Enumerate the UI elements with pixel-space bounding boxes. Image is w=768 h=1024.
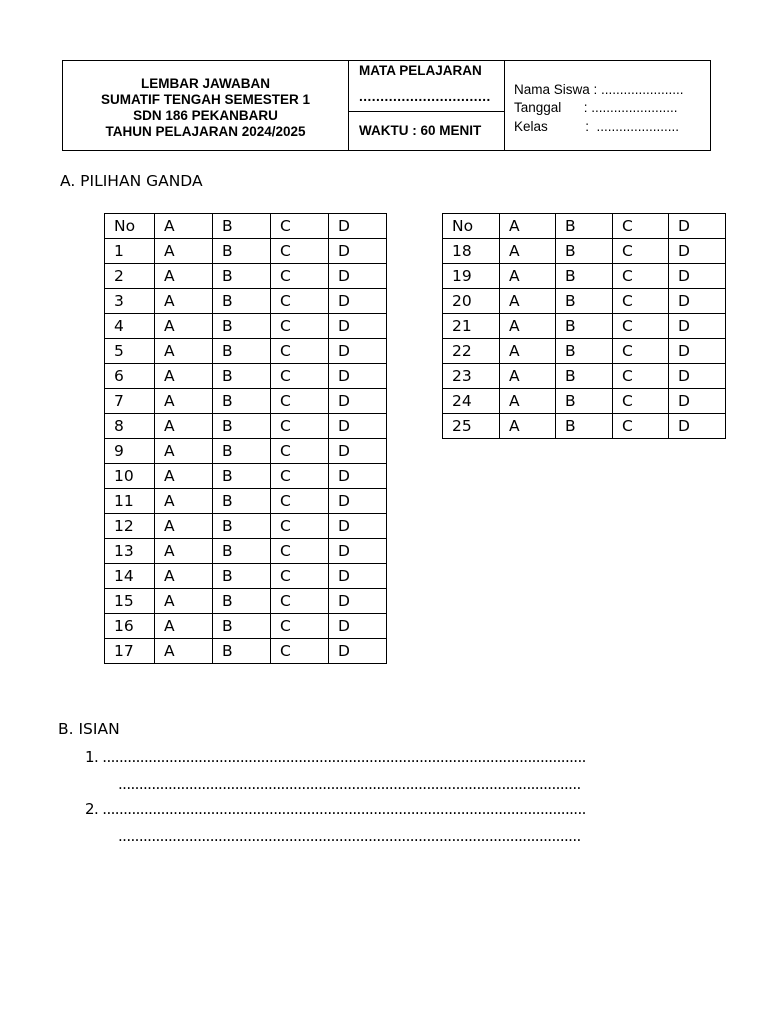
option-a-cell[interactable]: A (500, 339, 556, 364)
answer-line: .................................................................................................................... (102, 800, 586, 818)
option-d-cell[interactable]: D (329, 239, 387, 264)
student-info (505, 61, 710, 150)
table-row (105, 639, 387, 664)
table-row (443, 414, 726, 439)
question-number: 20 (443, 289, 500, 314)
option-d-cell[interactable]: D (329, 389, 387, 414)
table-row (105, 489, 387, 514)
option-b-cell[interactable]: B (213, 614, 271, 639)
option-b-cell[interactable]: B (213, 289, 271, 314)
table-row (105, 464, 387, 489)
option-b-cell[interactable]: B (556, 314, 613, 339)
table-row (105, 389, 387, 414)
question-number: 4 (105, 314, 155, 339)
column-header: C (271, 214, 329, 239)
option-b-cell[interactable]: B (556, 239, 613, 264)
option-b-cell[interactable]: B (213, 239, 271, 264)
question-number: 21 (443, 314, 500, 339)
table-row (443, 264, 726, 289)
option-c-cell[interactable]: C (271, 239, 329, 264)
table-row (443, 239, 726, 264)
question-number: 16 (105, 614, 155, 639)
option-c-cell[interactable]: C (271, 314, 329, 339)
column-header: B (556, 214, 613, 239)
question-number: 6 (105, 364, 155, 389)
option-b-cell[interactable]: B (556, 364, 613, 389)
table-row (105, 264, 387, 289)
table-row (443, 289, 726, 314)
item-number: 2. (85, 800, 99, 818)
option-d-cell[interactable]: D (329, 364, 387, 389)
question-number: 24 (443, 389, 500, 414)
option-c-cell[interactable]: C (271, 414, 329, 439)
subject-cell (349, 61, 505, 150)
time-label: WAKTU : 60 MENIT (359, 123, 482, 138)
question-number: 15 (105, 589, 155, 614)
option-b-cell[interactable]: B (213, 364, 271, 389)
table-row (105, 364, 387, 389)
question-number: 14 (105, 564, 155, 589)
option-b-cell[interactable]: B (213, 564, 271, 589)
option-d-cell[interactable]: D (329, 489, 387, 514)
answer-line: .................................................................................................................... (102, 748, 586, 766)
isian-item-1-line2[interactable]: ............................................................................................................... (118, 775, 581, 793)
option-a-cell[interactable]: A (155, 339, 213, 364)
option-a-cell[interactable]: A (155, 514, 213, 539)
option-b-cell[interactable]: B (213, 589, 271, 614)
date-field[interactable]: Tanggal : ....................... (514, 100, 678, 115)
table-row (105, 614, 387, 639)
isian-item-1-line1[interactable] (85, 748, 586, 766)
option-b-cell[interactable]: B (213, 339, 271, 364)
question-number: 3 (105, 289, 155, 314)
option-b-cell[interactable]: B (213, 639, 271, 664)
option-b-cell[interactable]: B (213, 514, 271, 539)
question-number: 25 (443, 414, 500, 439)
table-row (105, 239, 387, 264)
table-row (105, 339, 387, 364)
option-a-cell[interactable]: A (155, 589, 213, 614)
option-b-cell[interactable]: B (213, 489, 271, 514)
option-a-cell[interactable]: A (500, 264, 556, 289)
option-c-cell[interactable]: C (613, 389, 669, 414)
option-c-cell[interactable]: C (271, 539, 329, 564)
option-a-cell[interactable]: A (155, 239, 213, 264)
option-d-cell[interactable]: D (329, 539, 387, 564)
option-c-cell[interactable]: C (271, 639, 329, 664)
table-row (105, 289, 387, 314)
option-d-cell[interactable]: D (329, 464, 387, 489)
option-a-cell[interactable]: A (155, 414, 213, 439)
option-a-cell[interactable]: A (500, 314, 556, 339)
title-line: SUMATIF TENGAH SEMESTER 1 (100, 91, 310, 107)
option-d-cell[interactable]: D (329, 264, 387, 289)
option-c-cell[interactable]: C (271, 439, 329, 464)
option-c-cell[interactable]: C (271, 289, 329, 314)
option-c-cell[interactable]: C (271, 564, 329, 589)
question-number: 1 (105, 239, 155, 264)
isian-item-2-line1[interactable] (85, 800, 586, 818)
column-header: C (613, 214, 669, 239)
question-number: 9 (105, 439, 155, 464)
table-row (105, 414, 387, 439)
option-b-cell[interactable]: B (556, 389, 613, 414)
table-row (105, 589, 387, 614)
option-b-cell[interactable]: B (213, 439, 271, 464)
option-d-cell[interactable]: D (329, 339, 387, 364)
option-c-cell[interactable]: C (271, 464, 329, 489)
option-c-cell[interactable]: C (271, 514, 329, 539)
option-d-cell[interactable]: D (669, 289, 726, 314)
question-number: 22 (443, 339, 500, 364)
option-a-cell[interactable]: A (155, 489, 213, 514)
column-header: A (500, 214, 556, 239)
column-header: D (669, 214, 726, 239)
option-d-cell[interactable]: D (669, 339, 726, 364)
option-a-cell[interactable]: A (155, 564, 213, 589)
option-a-cell[interactable]: A (155, 639, 213, 664)
option-c-cell[interactable]: C (271, 264, 329, 289)
option-a-cell[interactable]: A (155, 289, 213, 314)
isian-item-2-line2[interactable]: ............................................................................................................... (118, 827, 581, 845)
table-row (443, 314, 726, 339)
option-c-cell[interactable]: C (613, 239, 669, 264)
option-a-cell[interactable]: A (155, 439, 213, 464)
column-header: No (105, 214, 155, 239)
question-number: 2 (105, 264, 155, 289)
option-d-cell[interactable]: D (669, 389, 726, 414)
option-a-cell[interactable]: A (155, 539, 213, 564)
question-number: 12 (105, 514, 155, 539)
sheet-title (63, 61, 349, 150)
option-d-cell[interactable]: D (329, 589, 387, 614)
option-b-cell[interactable]: B (213, 314, 271, 339)
question-number: 17 (105, 639, 155, 664)
table-row (105, 439, 387, 464)
title-line: LEMBAR JAWABAN (140, 75, 270, 91)
option-a-cell[interactable]: A (500, 414, 556, 439)
question-number: 8 (105, 414, 155, 439)
option-d-cell[interactable]: D (329, 639, 387, 664)
option-c-cell[interactable]: C (271, 614, 329, 639)
question-number: 10 (105, 464, 155, 489)
question-number: 18 (443, 239, 500, 264)
option-a-cell[interactable]: A (500, 239, 556, 264)
option-c-cell[interactable]: C (271, 339, 329, 364)
question-number: 13 (105, 539, 155, 564)
option-c-cell[interactable]: C (613, 289, 669, 314)
header-box (62, 60, 711, 151)
option-a-cell[interactable]: A (155, 614, 213, 639)
option-b-cell[interactable]: B (213, 264, 271, 289)
option-a-cell[interactable]: A (155, 389, 213, 414)
table-row (105, 314, 387, 339)
option-d-cell[interactable]: D (669, 414, 726, 439)
option-a-cell[interactable]: A (155, 364, 213, 389)
subject-label: MATA PELAJARAN (359, 63, 482, 78)
option-b-cell[interactable]: B (556, 289, 613, 314)
option-d-cell[interactable]: D (329, 289, 387, 314)
option-c-cell[interactable]: C (613, 314, 669, 339)
option-c-cell[interactable]: C (613, 414, 669, 439)
option-b-cell[interactable]: B (213, 539, 271, 564)
table-row (443, 364, 726, 389)
option-a-cell[interactable]: A (500, 289, 556, 314)
option-d-cell[interactable]: D (669, 364, 726, 389)
option-d-cell[interactable]: D (329, 514, 387, 539)
option-c-cell[interactable]: C (271, 489, 329, 514)
question-number: 5 (105, 339, 155, 364)
option-a-cell[interactable]: A (155, 264, 213, 289)
column-header: A (155, 214, 213, 239)
question-number: 19 (443, 264, 500, 289)
table-row (105, 514, 387, 539)
option-b-cell[interactable]: B (556, 339, 613, 364)
option-c-cell[interactable]: C (271, 389, 329, 414)
item-number: 1. (85, 748, 99, 766)
column-header: D (329, 214, 387, 239)
section-a-title: A. PILIHAN GANDA (60, 172, 203, 190)
option-b-cell[interactable]: B (556, 264, 613, 289)
option-b-cell[interactable]: B (213, 464, 271, 489)
question-number: 7 (105, 389, 155, 414)
option-d-cell[interactable]: D (329, 439, 387, 464)
option-b-cell[interactable]: B (213, 389, 271, 414)
subject-field[interactable]: ............................... (359, 89, 491, 104)
column-header: No (443, 214, 500, 239)
table-row (443, 389, 726, 414)
student-name-field[interactable]: Nama Siswa : ...................... (514, 82, 684, 97)
option-d-cell[interactable]: D (329, 414, 387, 439)
option-b-cell[interactable]: B (213, 414, 271, 439)
answer-table-left (104, 213, 387, 664)
option-b-cell[interactable]: B (556, 414, 613, 439)
option-d-cell[interactable]: D (669, 239, 726, 264)
title-line: SDN 186 PEKANBARU (133, 107, 278, 123)
title-line: TAHUN PELAJARAN 2024/2025 (105, 123, 306, 139)
option-c-cell[interactable]: C (613, 339, 669, 364)
option-a-cell[interactable]: A (500, 364, 556, 389)
table-row (443, 339, 726, 364)
option-d-cell[interactable]: D (329, 564, 387, 589)
option-d-cell[interactable]: D (329, 614, 387, 639)
question-number: 23 (443, 364, 500, 389)
table-header-row (105, 214, 387, 239)
table-header-row (443, 214, 726, 239)
column-header: B (213, 214, 271, 239)
table-row (105, 564, 387, 589)
section-b-title: B. ISIAN (58, 720, 120, 738)
option-c-cell[interactable]: C (613, 264, 669, 289)
option-c-cell[interactable]: C (271, 589, 329, 614)
table-row (105, 539, 387, 564)
option-c-cell[interactable]: C (613, 364, 669, 389)
option-a-cell[interactable]: A (155, 464, 213, 489)
option-a-cell[interactable]: A (500, 389, 556, 414)
option-d-cell[interactable]: D (329, 314, 387, 339)
class-field[interactable]: Kelas : ...................... (514, 119, 680, 134)
option-a-cell[interactable]: A (155, 314, 213, 339)
question-number: 11 (105, 489, 155, 514)
answer-table-right (442, 213, 726, 439)
option-c-cell[interactable]: C (271, 364, 329, 389)
option-d-cell[interactable]: D (669, 264, 726, 289)
option-d-cell[interactable]: D (669, 314, 726, 339)
